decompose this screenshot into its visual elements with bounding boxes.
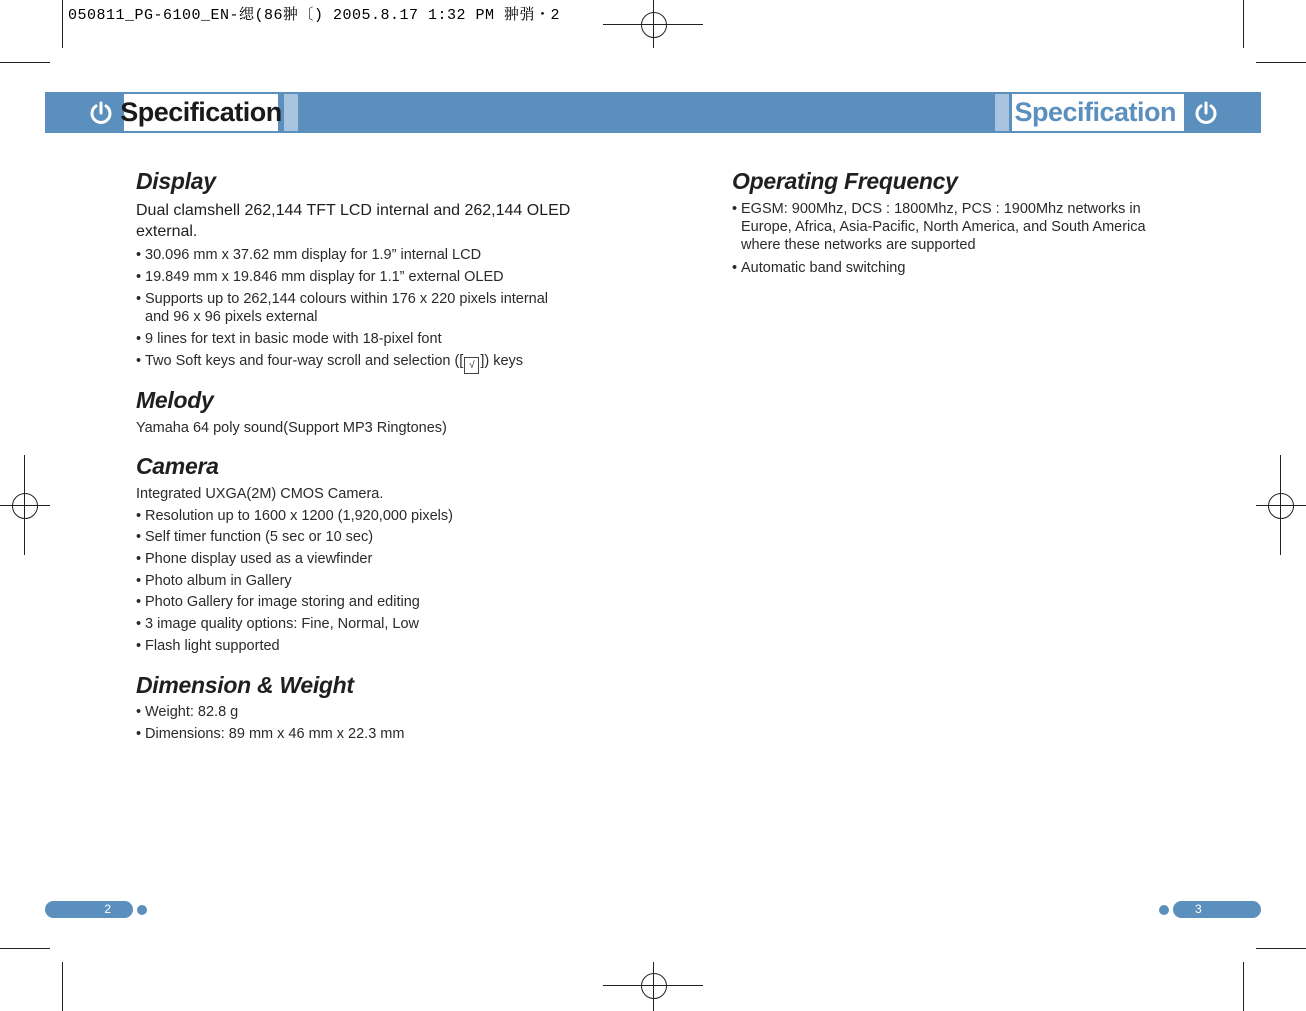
list-item: • Two Soft keys and four-way scroll and selection ([ √ ]) keys <box>136 352 576 374</box>
list-item: • Resolution up to 1600 x 1200 (1,920,000 pixels) <box>136 508 453 524</box>
list-item: • 30.096 mm x 37.62 mm display for 1.9” internal LCD <box>136 247 482 263</box>
list-item: • 19.849 mm x 19.846 mm display for 1.1” external OLED <box>136 269 504 285</box>
list-item: • Phone display used as a viewfinder <box>136 551 373 567</box>
frequency-heading: Operating Frequency <box>732 168 958 194</box>
list-item: • 9 lines for text in basic mode with 18-pixel font <box>136 331 442 347</box>
page-dot-right <box>1159 905 1169 915</box>
display-heading: Display <box>136 168 216 194</box>
list-item: • Photo album in Gallery <box>136 573 292 589</box>
list-item: • Photo Gallery for image storing and editing <box>136 594 420 610</box>
list-item: • Weight: 82.8 g <box>136 704 239 720</box>
ok-key-icon: √ <box>464 357 479 374</box>
registration-mark-left <box>0 455 50 555</box>
header-band <box>45 92 1261 133</box>
print-slug: 050811_PG-6100_EN-缌(86翀〔) 2005.8.17 1:32 PM 翀弰・2 <box>68 7 561 24</box>
display-lead: Dual clamshell 262,144 TFT LCD internal and 262,144 OLED external. <box>136 202 571 240</box>
list-item: • EGSM: 900Mhz, DCS : 1800Mhz, PCS : 1900Mhz networks in Europe, Africa, Asia-Pacific, North America, and South America where these networks are supported <box>732 201 1146 253</box>
registration-mark-bottom <box>603 960 703 1011</box>
page-number-left: 2 <box>45 901 133 918</box>
list-item: • Automatic band switching <box>732 260 906 276</box>
page-number-right: 3 <box>1173 901 1261 918</box>
registration-mark-top <box>603 0 703 50</box>
page-title-left: Specification <box>120 97 282 127</box>
camera-text: Integrated UXGA(2M) CMOS Camera. <box>136 486 384 502</box>
list-item: • Self timer function (5 sec or 10 sec) <box>136 529 374 545</box>
list-item: • 3 image quality options: Fine, Normal, Low <box>136 616 420 632</box>
page-title-right: Specification <box>1014 97 1176 127</box>
power-icon <box>1193 100 1219 126</box>
dimension-heading: Dimension & Weight <box>136 672 354 698</box>
list-item: • Dimensions: 89 mm x 46 mm x 22.3 mm <box>136 726 405 742</box>
left-accent-strip <box>284 94 298 131</box>
melody-text: Yamaha 64 poly sound(Support MP3 Ringtones) <box>136 420 447 436</box>
melody-heading: Melody <box>136 387 214 413</box>
page-dot-left <box>137 905 147 915</box>
camera-heading: Camera <box>136 453 219 479</box>
power-icon <box>88 100 114 126</box>
list-item: • Supports up to 262,144 colours within 176 x 220 pixels internal and 96 x 96 pixels external <box>136 291 549 325</box>
right-accent-strip <box>995 94 1009 131</box>
registration-mark-right <box>1256 455 1306 555</box>
list-item: • Flash light supported <box>136 638 280 654</box>
left-title-box <box>120 94 282 131</box>
right-title-box <box>1012 94 1184 131</box>
